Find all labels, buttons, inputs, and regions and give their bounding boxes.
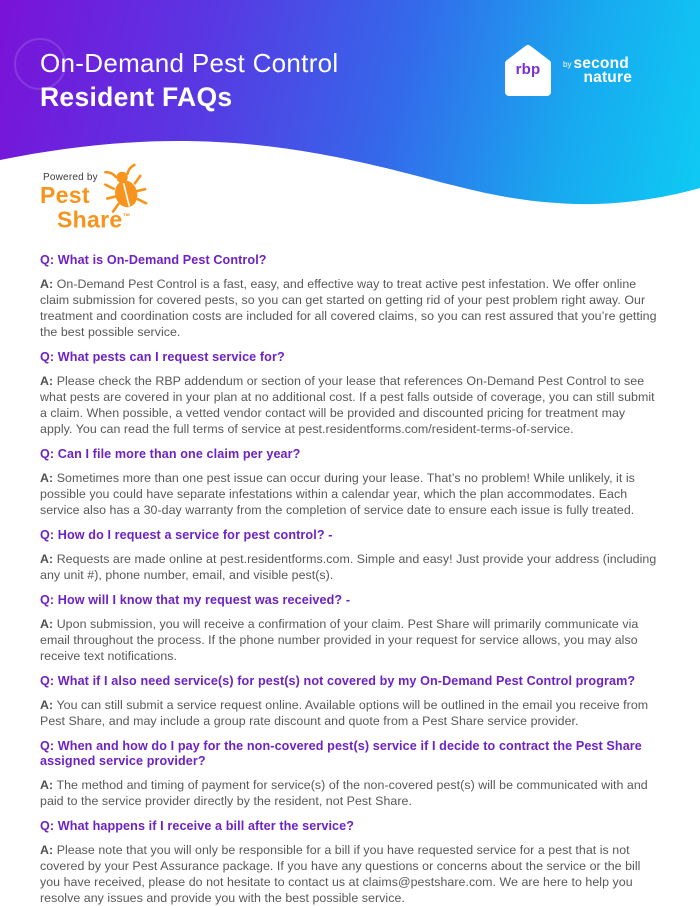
- pest-share-logo: [40, 172, 170, 231]
- nature-label: nature: [583, 68, 633, 86]
- pest-wordmark: Pest: [40, 182, 90, 208]
- faq-question: Q: What happens if I receive a bill after the service?: [40, 819, 355, 833]
- faq-answer: [40, 616, 660, 664]
- faq-item: [40, 593, 660, 664]
- faq-answer: [40, 470, 660, 518]
- answer-prefix: A:: [40, 843, 54, 857]
- faq-question: Q: When and how do I pay for the non-covered pest(s) service if I decide to contract the Pest Share assigned service provider?: [40, 739, 642, 768]
- faq-question: Q: Can I file more than one claim per year?: [40, 447, 301, 461]
- faq-question: Q: What is On-Demand Pest Control?: [40, 253, 267, 267]
- by-label: by: [563, 60, 572, 69]
- page-title-line2: Resident FAQs: [40, 82, 233, 112]
- second-label: second: [573, 55, 629, 72]
- answer-prefix: A:: [40, 778, 54, 792]
- answer-text: Requests are made online at pest.residentforms.com. Simple and easy! Just provide your address (including any unit #), phone number, email, and visible pest(s).: [40, 552, 657, 582]
- faq-question: Q: How do I request a service for pest control? -: [40, 528, 333, 542]
- answer-prefix: A:: [40, 471, 54, 485]
- faq-item: [40, 350, 660, 437]
- share-text: Share: [57, 206, 123, 233]
- answer-text: The method and timing of payment for service(s) of the non-covered pest(s) will be communicated with and paid to the service provider directly by the resident, not Pest Share.: [40, 778, 648, 808]
- faq-item: [40, 528, 660, 583]
- answer-prefix: A:: [40, 552, 54, 566]
- faq-item: [40, 447, 660, 518]
- answer-prefix: A:: [40, 374, 54, 388]
- page-title: [40, 46, 339, 114]
- faq-question: Q: What pests can I request service for?: [40, 350, 285, 364]
- answer-text: On-Demand Pest Control is a fast, easy, and effective way to treat active pest infestation. We offer online claim submission for covered pests, so you can get started on getting rid of your pest problem right away. Our treatment and coordination costs are included for all covered claims, so you can rest assured that you’re getting the best possible service.: [40, 277, 657, 339]
- faq-item: [40, 253, 660, 340]
- faq-answer: [40, 777, 660, 809]
- faq-answer: [40, 373, 660, 437]
- page-title-line1: On-Demand Pest Control: [40, 48, 339, 78]
- answer-text: Please check the RBP addendum or section of your lease that references On-Demand Pest Control to see what pests are covered in your plan at no additional cost. If a pest falls outside of coverage, you can still submit a claim. When possible, a vetted vendor contact will be provided and discounted pricing for treatment may apply. You can read the full terms of service at pest.residentforms.com/resident-terms-of-service.: [40, 374, 655, 436]
- faq-question: Q: How will I know that my request was received? -: [40, 593, 351, 607]
- faq-answer: [40, 551, 660, 583]
- second-nature-text: [573, 57, 632, 84]
- powered-by-label: Powered by: [43, 172, 98, 183]
- faq-answer: [40, 842, 660, 906]
- rbp-wordmark: rbp: [515, 61, 541, 78]
- answer-prefix: A:: [40, 617, 54, 631]
- answer-text: Sometimes more than one pest issue can occur during your lease. That’s no problem! While unlikely, it is possible you could have separate infestations within a calendar year, which the plan accommodates. Each service also has a 30-day warranty from the completion of service date to ensure each issue is fully treated.: [40, 471, 635, 517]
- faq-answer: [40, 697, 660, 729]
- faq-answer: [40, 276, 660, 340]
- second-nature-wordmark: [563, 57, 632, 84]
- rbp-second-nature-logo: [502, 44, 632, 102]
- faq-item: [40, 739, 660, 809]
- faq-question: Q: What if I also need service(s) for pest(s) not covered by my On-Demand Pest Control program?: [40, 674, 636, 688]
- rbp-house-icon: [502, 44, 554, 102]
- answer-text: You can still submit a service request online. Available options will be outlined in the email you receive from Pest Share, and may include a group rate discount and quote from a Pest Share service provider.: [40, 698, 649, 728]
- faq-list: [40, 253, 660, 906]
- faq-item: [40, 674, 660, 729]
- faq-item: [40, 819, 660, 906]
- answer-prefix: A:: [40, 277, 54, 291]
- answer-prefix: A:: [40, 698, 54, 712]
- answer-text: Please note that you will only be responsible for a bill if you have requested service for a pest that is not covered by your Pest Assurance package. If you have any questions or concerns about the service or the bill you have received, please do not hesitate to contact us at claims@pestshare.com. We are here to help you resolve any issues and provide you with the best possible service.: [40, 843, 641, 905]
- answer-text: Upon submission, you will receive a confirmation of your claim. Pest Share will primarily communicate via email throughout the process. If the phone number provided in your request for service allows, you may also receive text notifications.: [40, 617, 639, 663]
- trademark-symbol: ™: [122, 212, 131, 221]
